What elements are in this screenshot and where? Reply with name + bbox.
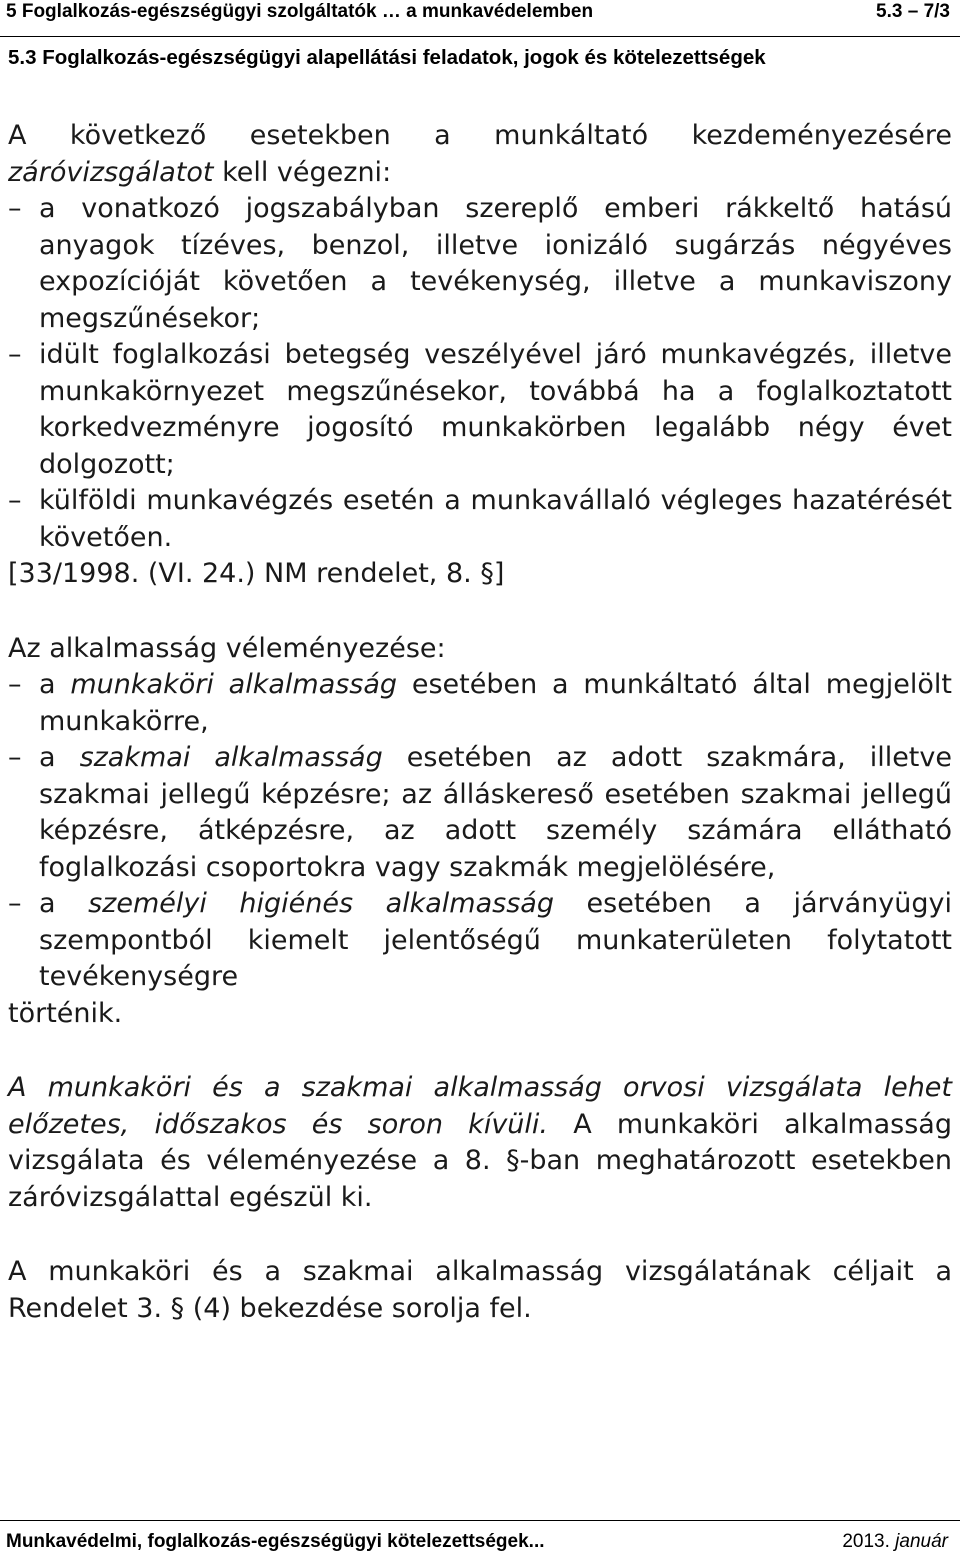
item-rest: esetében az adott szakmára, illetve szakmai jellegű képzésre; az álláskereső esetében szakmai jellegű képzésre, átképzésre, az adott személy számára ellátható foglalkozási csoportokra vagy szakmák megjelölésére, [39,742,952,883]
item-emphasis: személyi higiénés alkalmasság [88,888,554,919]
intro-text-end: kell végezni: [213,156,392,188]
page-header [0,0,960,37]
footer-month: január [895,1531,948,1552]
paragraph-text: A munkaköri alkalmasság vizsgálata és véleményezése a 8. §-ban meghatározott esetekben záróvizsgálattal egészül ki. [8,1108,952,1213]
paragraph-emphasis: A munkaköri és a szakmai alkalmasság orvosi vizsgálata lehet előzetes, időszakos és soron kívüli. [8,1072,952,1140]
assessment-closing: történik. [8,997,123,1029]
list-item [8,483,952,556]
item-emphasis: munkaköri alkalmasság [70,669,398,700]
list-item [8,667,952,740]
paragraph-examinations [8,1070,952,1216]
list-item-text: külföldi munkavégzés esetén a munkavállaló végleges hazatérését követően. [39,485,952,553]
section-title: 5.3 Foglalkozás-egészségügyi alapellátási feladatok, jogok és kötelezettségek [8,46,766,69]
item-article: a [39,742,80,773]
intro-text-start: A következő esetekben a munkáltató kezdeményezésére [8,120,952,151]
footer-date [842,1531,948,1553]
list-item [8,337,952,483]
legal-reference: [33/1998. (VI. 24.) NM rendelet, 8. §] [8,558,505,589]
item-article: a [39,888,89,919]
list-item [8,886,952,996]
item-rest: esetében a munkáltató által megjelölt munkakörre, [39,669,952,737]
item-emphasis: szakmai alkalmasság [79,742,383,773]
list-item-text: idült foglalkozási betegség veszélyével járó munkavégzés, illetve munkakörnyezet megszűnésekor, továbbá ha a foglalkoztatott korkedvezményre jogosító munkakörben legalább négy évet dolgozott; [39,339,952,480]
page-content [8,118,952,1327]
dash-bullet: – [8,888,22,919]
dash-bullet: – [8,669,22,700]
header-page-number: 5.3 – 7/3 [876,1,950,22]
dash-bullet: – [8,742,22,773]
header-chapter-title: 5 Foglalkozás-egészségügyi szolgáltatók … a munkavédelemben [6,1,594,22]
dash-bullet: – [8,339,22,370]
assessment-heading: Az alkalmasság véleményezése: [8,632,446,664]
paragraph-purposes: A munkaköri és a szakmai alkalmasság vizsgálatának céljait a Rendelet 3. § (4) bekezdése sorolja fel. [8,1256,952,1324]
intro-paragraph [8,118,952,191]
footer-year: 2013. [842,1531,890,1552]
page-footer [0,1520,960,1560]
footer-publication-title: Munkavédelmi, foglalkozás-egészségügyi kötelezettségek... [6,1531,545,1552]
dash-bullet: – [8,485,22,516]
item-rest: esetében a járványügyi szempontból kiemelt jelentőségű munkaterületen folytatott tevékenységre [39,888,952,992]
dash-bullet: – [8,193,22,224]
list-item-text: a vonatkozó jogszabályban szereplő emberi rákkeltő hatású anyagok tízéves, benzol, illetve ionizáló sugárzás négyéves expozícióját követően a tevékenység, illetve a munkaviszony megszűnésekor; [39,193,952,334]
list-item [8,740,952,886]
intro-emphasis: záróvizsgálatot [8,156,214,188]
item-article: a [39,669,71,700]
list-item [8,191,952,337]
